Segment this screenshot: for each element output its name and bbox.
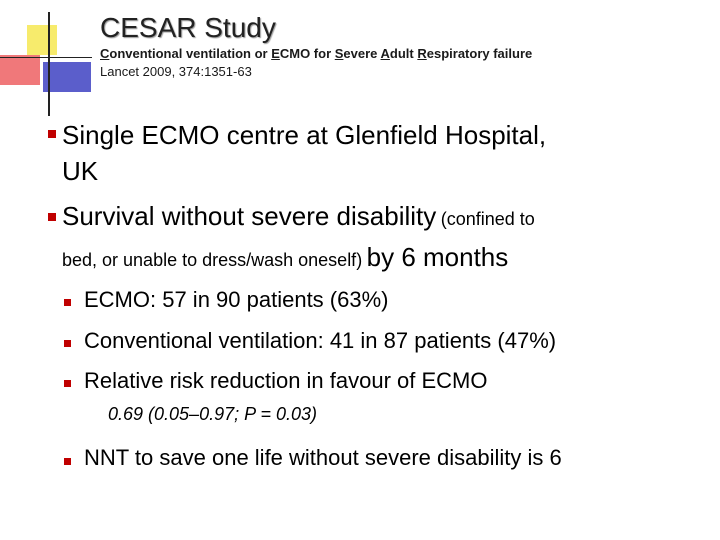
decor-horizontal-line (0, 57, 92, 58)
sub-bullet-marker (64, 458, 71, 465)
subtitle-text: evere (343, 46, 381, 61)
sub-bullet-marker (64, 299, 71, 306)
bullet-marker (48, 130, 56, 138)
subtitle-acronym-letter: E (271, 46, 280, 61)
bullet-2-line-1 (62, 201, 535, 232)
sub-bullet-marker (64, 340, 71, 347)
bullet-2-main: Survival without severe disability (62, 201, 437, 231)
subtitle-acronym-letter: S (334, 46, 344, 61)
decor-yellow-square (27, 25, 57, 55)
subtitle-acronym-letter: A (380, 46, 390, 61)
subtitle-text: espiratory failure (426, 46, 533, 61)
citation: Lancet 2009, 374:1351-63 (100, 64, 252, 79)
decor-blue-square (43, 62, 91, 92)
bullet-2-tail: by 6 months (366, 242, 509, 272)
sub-bullet-marker (64, 380, 71, 387)
slide-title: CESAR Study (100, 12, 276, 43)
bullet-2-line-2 (62, 242, 508, 273)
bullet-2-paren-a: (confined to (440, 209, 535, 229)
subtitle-acronym-letter: C (100, 46, 110, 61)
bullet-1-line-2: UK (62, 156, 99, 186)
decor-vertical-line (48, 12, 50, 116)
bullet-1-line-1: Single ECMO centre at Glenfield Hospital, (62, 120, 547, 150)
sub-bullet-conventional: Conventional ventilation: 41 in 87 patients (47%) (84, 328, 557, 353)
decor-red-square (0, 55, 40, 85)
subtitle-text: onventional ventilation or (109, 46, 272, 61)
sub-bullet-nnt: NNT to save one life without severe disability is 6 (84, 445, 562, 470)
sub-bullet-rrr: Relative risk reduction in favour of ECMO (84, 368, 488, 393)
subtitle-acronym-letter: R (417, 46, 427, 61)
rrr-detail: 0.69 (0.05–0.97; P = 0.03) (108, 404, 317, 424)
slide-subtitle (100, 46, 532, 61)
subtitle-text: dult (389, 46, 418, 61)
bullet-2-paren-b: bed, or unable to dress/wash oneself) (62, 250, 363, 270)
sub-bullet-ecmo: ECMO: 57 in 90 patients (63%) (84, 287, 389, 312)
bullet-marker (48, 213, 56, 221)
subtitle-text: CMO for (279, 46, 335, 61)
